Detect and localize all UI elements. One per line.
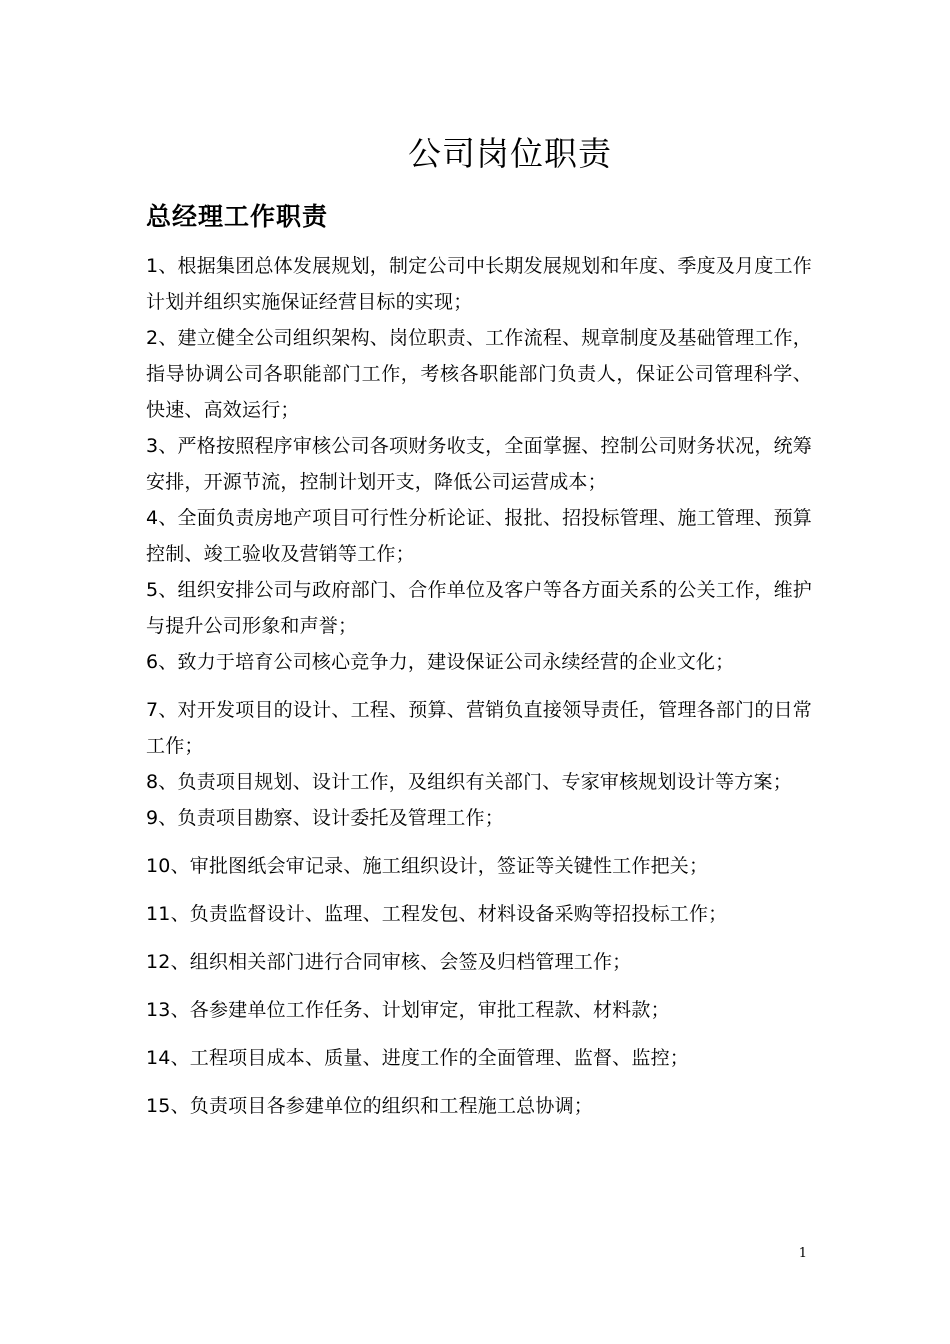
duty-item: 6、致力于培育公司核心竞争力，建设保证公司永续经营的企业文化； (146, 651, 735, 673)
duty-item: 13、各参建单位工作任务、计划审定，审批工程款、材料款； (146, 999, 670, 1021)
duty-list (146, 248, 812, 1136)
duty-item: 4、全面负责房地产项目可行性分析论证、报批、招投标管理、施工管理、预算控制、竣工验收及营销等工作； (146, 507, 812, 565)
duty-item: 8、负责项目规划、设计工作，及组织有关部门、专家审核规划设计等方案； (146, 771, 792, 793)
duty-item: 3、严格按照程序审核公司各项财务收支，全面掌握、控制公司财务状况，统筹安排，开源节流，控制计划开支，降低公司运营成本； (146, 435, 812, 493)
duty-item: 5、组织安排公司与政府部门、合作单位及客户等各方面关系的公关工作，维护与提升公司形象和声誉； (146, 579, 812, 637)
section-heading: 总经理工作职责 (146, 202, 329, 231)
document-title: 公司岗位职责 (408, 134, 612, 173)
duty-item: 2、建立健全公司组织架构、岗位职责、工作流程、规章制度及基础管理工作，指导协调公司各职能部门工作，考核各职能部门负责人，保证公司管理科学、快速、高效运行； (146, 327, 812, 421)
duty-item: 9、负责项目勘察、设计委托及管理工作； (146, 807, 504, 829)
duty-item: 14、工程项目成本、质量、进度工作的全面管理、监督、监控； (146, 1047, 689, 1069)
duty-item: 15、负责项目各参建单位的组织和工程施工总协调； (146, 1095, 593, 1117)
duty-item: 7、对开发项目的设计、工程、预算、营销负直接领导责任，管理各部门的日常工作； (146, 699, 812, 757)
duty-item: 1、根据集团总体发展规划，制定公司中长期发展规划和年度、季度及月度工作计划并组织实施保证经营目标的实现； (146, 255, 812, 313)
page-number: 1 (798, 1246, 807, 1261)
duty-item: 11、负责监督设计、监理、工程发包、材料设备采购等招投标工作； (146, 903, 728, 925)
duty-item: 12、组织相关部门进行合同审核、会签及归档管理工作； (146, 951, 632, 973)
duty-item: 10、审批图纸会审记录、施工组织设计，签证等关键性工作把关； (146, 855, 709, 877)
